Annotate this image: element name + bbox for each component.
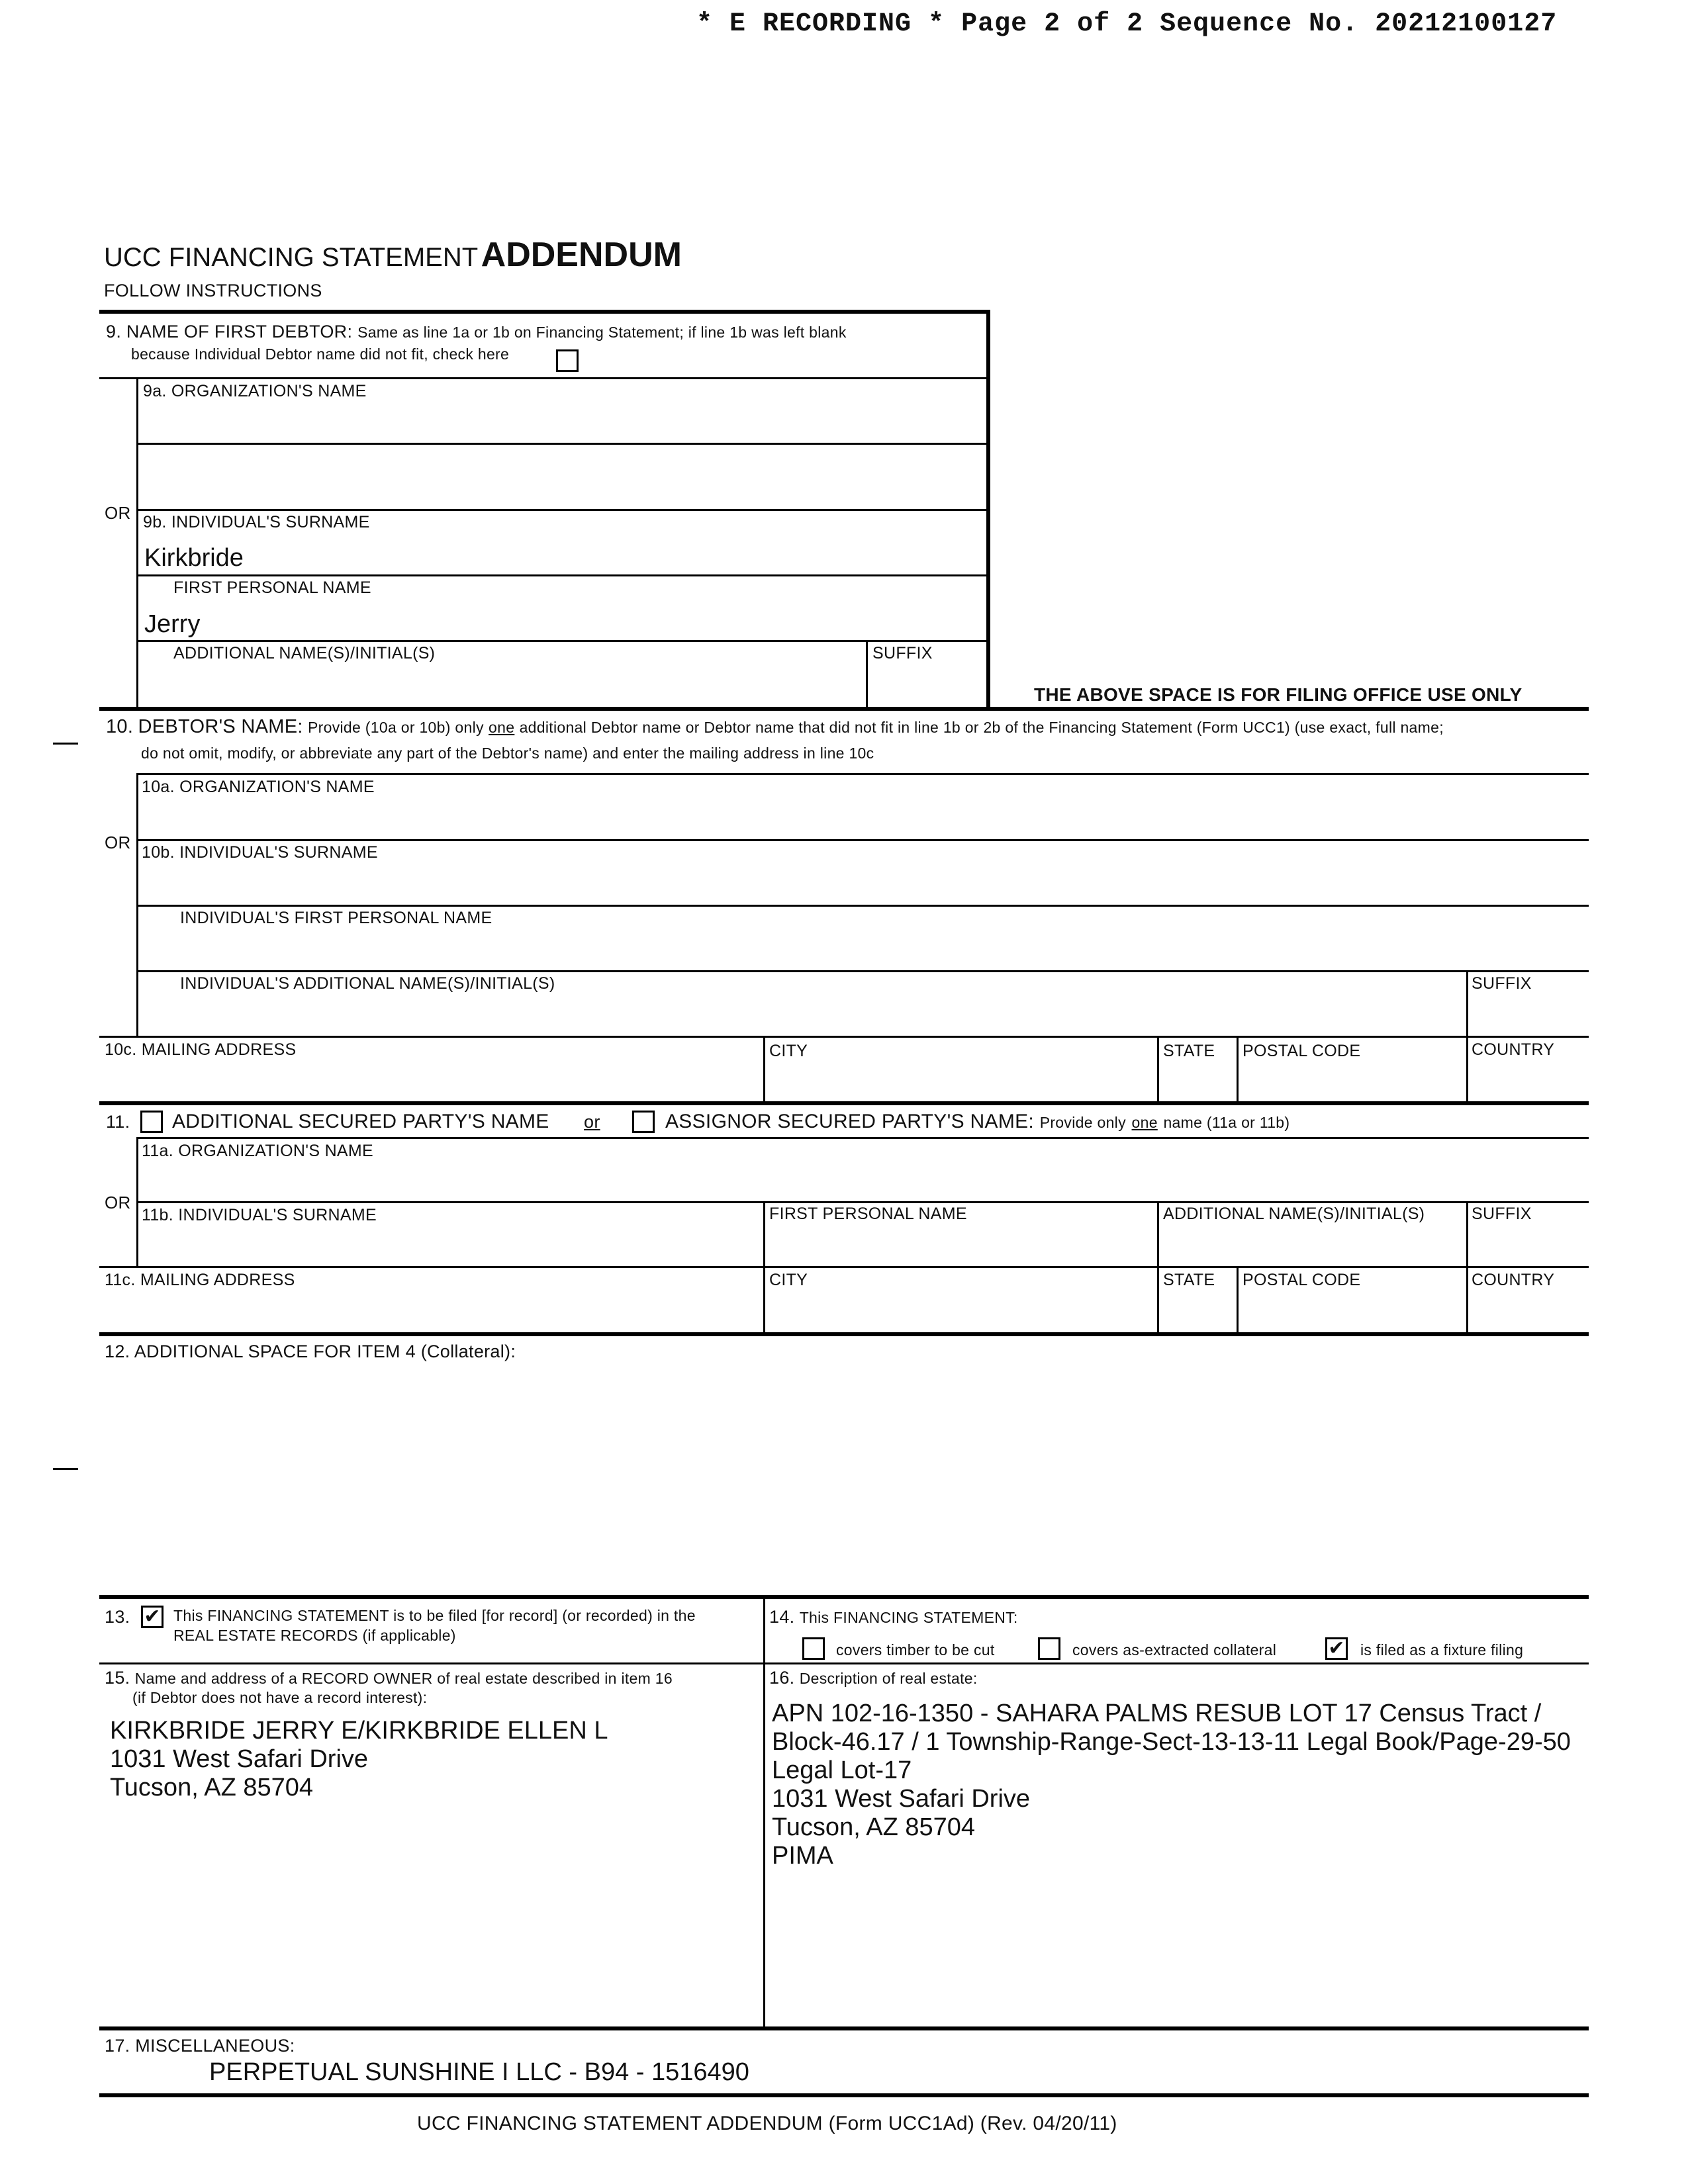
item14-extracted-checkbox[interactable] [1038, 1637, 1060, 1660]
item12-label: 12. ADDITIONAL SPACE FOR ITEM 4 (Collateral): [105, 1342, 516, 1361]
item17-value: PERPETUAL SUNSHINE I LLC - B94 - 1516490 [209, 2058, 749, 2086]
item15-text-1: Name and address of a RECORD OWNER of real estate described in item 16 [134, 1670, 673, 1687]
item14-text: This FINANCING STATEMENT: [799, 1609, 1018, 1626]
rule [99, 2093, 1589, 2097]
rule [136, 443, 990, 445]
item14-timber-label: covers timber to be cut [836, 1641, 995, 1659]
item14-fixture-label: is filed as a fixture filing [1360, 1641, 1524, 1659]
margin-mark [53, 743, 78, 745]
rule [99, 1101, 1589, 1105]
item17-label: 17. MISCELLANEOUS: [105, 2036, 295, 2056]
rule [99, 2026, 1589, 2030]
item11-instr-one: one [1131, 1114, 1158, 1131]
rule [1157, 1036, 1159, 1103]
item9-heading-text: 9. NAME OF FIRST DEBTOR: [106, 322, 353, 341]
rule [99, 310, 990, 314]
item10-instr-b: additional Debtor name or Debtor name that did not fit in line 1b or 2b of the Financing Statement (Form UCC1) (use exact, full name; [519, 719, 1444, 736]
item13-text-2: REAL ESTATE RECORDS (if applicable) [173, 1627, 456, 1644]
item11-additional-checkbox[interactable] [140, 1111, 163, 1133]
item10c-label: 10c. MAILING ADDRESS [105, 1040, 297, 1059]
item11-first-name-label: FIRST PERSONAL NAME [769, 1205, 967, 1223]
item11-postal-label: POSTAL CODE [1243, 1271, 1361, 1289]
rule [136, 970, 1589, 972]
item16-heading [769, 1668, 978, 1688]
item9-heading [106, 322, 847, 342]
item10-state-label: STATE [1163, 1042, 1215, 1060]
item9-additional-name-label: ADDITIONAL NAME(S)/INITIAL(S) [173, 644, 436, 662]
item11-additional-name-label: ADDITIONAL NAME(S)/INITIAL(S) [1163, 1205, 1425, 1223]
rule [1237, 1266, 1239, 1334]
item9a-label: 9a. ORGANIZATION'S NAME [143, 382, 367, 400]
item11-city-label: CITY [769, 1271, 808, 1289]
item10-country-label: COUNTRY [1472, 1040, 1555, 1059]
item10-num: 10. [106, 716, 134, 737]
rule [1237, 1036, 1239, 1103]
item15-heading [105, 1668, 673, 1688]
item14-heading [769, 1607, 1018, 1627]
rule [136, 1201, 1589, 1203]
item11-suffix-label: SUFFIX [1472, 1205, 1532, 1223]
item11-assignor-label: ASSIGNOR SECURED PARTY'S NAME: [665, 1111, 1035, 1132]
rule [986, 310, 990, 707]
form-title-prefix: UCC FINANCING STATEMENT [104, 243, 479, 272]
item9-check-box[interactable] [556, 349, 579, 372]
rule [136, 509, 990, 511]
item13-checkbox[interactable]: ✔ [141, 1606, 164, 1628]
item11-additional-label: ADDITIONAL SECURED PARTY'S NAME [172, 1111, 549, 1132]
item9-first-name-label: FIRST PERSONAL NAME [173, 578, 371, 597]
item15-num: 15. [105, 1668, 130, 1688]
item14-timber-checkbox[interactable] [802, 1637, 825, 1660]
rule [136, 574, 990, 576]
rule [99, 1036, 1589, 1038]
follow-instructions: FOLLOW INSTRUCTIONS [104, 281, 322, 300]
item16-num: 16. [769, 1668, 795, 1688]
item10-city-label: CITY [769, 1042, 808, 1060]
item16-line-2: Block-46.17 / 1 Township-Range-Sect-13-13-11 Legal Book/Page-29-50 [772, 1728, 1571, 1756]
recording-header: * E RECORDING * Page 2 of 2 Sequence No. 20212100127 [696, 9, 1558, 39]
rule [136, 640, 990, 642]
item10-first-name-label: INDIVIDUAL'S FIRST PERSONAL NAME [180, 909, 492, 927]
item11-or-word: or [584, 1112, 600, 1132]
item11-assignor-checkbox[interactable] [632, 1111, 655, 1133]
item11-state-label: STATE [1163, 1271, 1215, 1289]
item10-postal-label: POSTAL CODE [1243, 1042, 1361, 1060]
item11-or: OR [105, 1193, 131, 1212]
item9-instruction: Same as line 1a or 1b on Financing Statement; if line 1b was left blank [357, 324, 847, 341]
item16-line-5: Tucson, AZ 85704 [772, 1813, 976, 1841]
item16-line-6: PIMA [772, 1842, 833, 1870]
rule [99, 1266, 1589, 1268]
item11a-label: 11a. ORGANIZATION'S NAME [142, 1142, 373, 1160]
item15-text-2: (if Debtor does not have a record interest): [132, 1689, 428, 1706]
filing-office-note: THE ABOVE SPACE IS FOR FILING OFFICE USE ONLY [1034, 684, 1523, 705]
margin-mark [53, 1468, 78, 1470]
item15-owner-line-1: KIRKBRIDE JERRY E/KIRKBRIDE ELLEN L [110, 1717, 608, 1745]
item11-country-label: COUNTRY [1472, 1271, 1555, 1289]
item11-num: 11. [106, 1112, 130, 1132]
item9-suffix-label: SUFFIX [872, 644, 933, 662]
rule [99, 377, 990, 379]
item10-instr-one: one [489, 719, 515, 736]
item10-heading-text: DEBTOR'S NAME: [138, 716, 303, 737]
rule [136, 773, 1589, 775]
item13-text-1: This FINANCING STATEMENT is to be filed [for record] (or recorded) in the [173, 1607, 696, 1624]
item11c-label: 11c. MAILING ADDRESS [105, 1271, 295, 1289]
item9-or: OR [105, 503, 131, 523]
item11-assignor-heading [665, 1111, 1289, 1133]
item10-instr-a: Provide (10a or 10b) only [308, 719, 484, 736]
item10-additional-name-label: INDIVIDUAL'S ADDITIONAL NAME(S)/INITIAL(S) [180, 974, 555, 993]
rule [99, 1662, 1589, 1664]
item10-or: OR [105, 833, 131, 852]
item10b-label: 10b. INDIVIDUAL'S SURNAME [142, 843, 378, 862]
item16-text: Description of real estate: [799, 1670, 978, 1687]
item10-suffix-label: SUFFIX [1472, 974, 1532, 993]
item9-instruction-2: because Individual Debtor name did not fit, check here [131, 345, 510, 363]
rule [136, 1137, 1589, 1139]
item15-owner-line-2: 1031 West Safari Drive [110, 1745, 369, 1773]
item9b-label: 9b. INDIVIDUAL'S SURNAME [143, 513, 370, 531]
rule [763, 1036, 765, 1103]
item10-heading [106, 716, 1444, 738]
rule [136, 377, 138, 707]
item16-line-3: Legal Lot-17 [772, 1756, 912, 1784]
form-footer: UCC FINANCING STATEMENT ADDENDUM (Form UCC1Ad) (Rev. 04/20/11) [417, 2113, 1117, 2134]
item14-num: 14. [769, 1607, 795, 1627]
item16-line-1: APN 102-16-1350 - SAHARA PALMS RESUB LOT 17 Census Tract / [772, 1700, 1542, 1727]
item14-extracted-label: covers as-extracted collateral [1072, 1641, 1277, 1659]
rule [763, 1595, 765, 2028]
item16-line-4: 1031 West Safari Drive [772, 1785, 1031, 1813]
item9-first-name-value: Jerry [144, 610, 201, 638]
rule [99, 707, 1589, 711]
item15-owner-line-3: Tucson, AZ 85704 [110, 1774, 314, 1801]
item11b-label: 11b. INDIVIDUAL'S SURNAME [142, 1206, 377, 1224]
item11-instr-a: Provide only [1039, 1114, 1126, 1131]
rule [136, 905, 1589, 907]
item9b-surname-value: Kirkbride [144, 544, 244, 572]
rule [99, 1595, 1589, 1599]
rule [136, 839, 1589, 841]
rule [99, 1332, 1589, 1336]
item13-num: 13. [105, 1607, 130, 1627]
item10a-label: 10a. ORGANIZATION'S NAME [142, 778, 375, 796]
form-title [104, 235, 682, 275]
item14-fixture-checkbox[interactable]: ✔ [1325, 1637, 1348, 1660]
item10-instruction-2: do not omit, modify, or abbreviate any part of the Debtor's name) and enter the mailing address in line 10c [141, 745, 874, 762]
rule [866, 640, 868, 707]
item11-instr-b: name (11a or 11b) [1163, 1114, 1290, 1131]
form-title-addendum: ADDENDUM [481, 236, 682, 274]
